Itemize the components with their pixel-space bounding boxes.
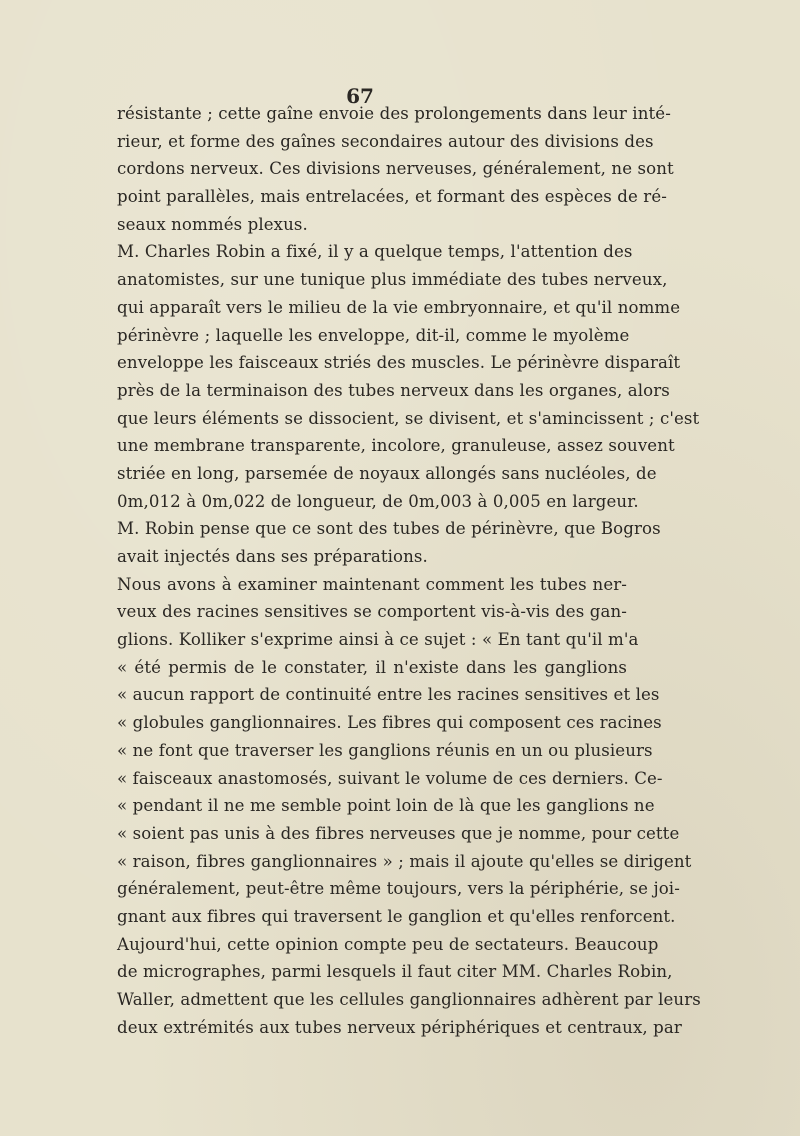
text-line: périnèvre ; laquelle les enveloppe, dit-il, comme le myolème: [117, 325, 630, 345]
text-line: généralement, peut-être même toujours, vers la périphérie, se joi-: [117, 879, 680, 899]
text-line: gnant aux fibres qui traversent le ganglion et qu'elles renforcent.: [117, 906, 676, 926]
text-line: « soient pas unis à des fibres nerveuses que je nomme, pour cette: [117, 823, 680, 843]
text-line: deux extrémités aux tubes nerveux périphériques et centraux, par: [117, 1017, 682, 1037]
text-line: glions. Kolliker s'exprime ainsi à ce sujet : « En tant qu'il m'a: [117, 630, 639, 650]
text-line: 0m,012 à 0m,022 de longueur, de 0m,003 à 0,005 en largeur.: [117, 491, 639, 511]
text-line: « ne font que traverser les ganglions réunis en un ou plusieurs: [117, 740, 653, 760]
text-line: point parallèles, mais entrelacées, et formant des espèces de ré-: [117, 187, 667, 207]
text-line: cordons nerveux. Ces divisions nerveuses, généralement, ne sont: [117, 159, 674, 179]
text-line: « pendant il ne me semble point loin de là que les ganglions ne: [117, 796, 655, 816]
body-text: [117, 100, 701, 1041]
page-number: 67: [346, 84, 374, 108]
text-line: M. Charles Robin a fixé, il y a quelque temps, l'attention des: [117, 242, 633, 262]
text-line: Nous avons à examiner maintenant comment les tubes ner-: [117, 574, 627, 594]
text-line: « raison, fibres ganglionnaires » ; mais il ajoute qu'elles se dirigent: [117, 851, 692, 871]
text-line: de micrographes, parmi lesquels il faut citer MM. Charles Robin,: [117, 962, 673, 982]
text-line: Aujourd'hui, cette opinion compte peu de sectateurs. Beaucoup: [117, 934, 659, 954]
text-line: M. Robin pense que ce sont des tubes de périnèvre, que Bogros: [117, 519, 661, 539]
text-line: près de la terminaison des tubes nerveux dans les organes, alors: [117, 380, 670, 400]
text-line: « globules ganglionnaires. Les fibres qui composent ces racines: [117, 713, 662, 733]
text-line: veux des racines sensitives se comportent vis-à-vis des gan-: [117, 602, 627, 622]
text-line: striée en long, parsemée de noyaux allongés sans nucléoles, de: [117, 463, 657, 483]
text-line: rieur, et forme des gaînes secondaires autour des divisions des: [117, 131, 654, 151]
text-line: une membrane transparente, incolore, granuleuse, assez souvent: [117, 436, 675, 456]
text-line: anatomistes, sur une tunique plus immédiate des tubes nerveux,: [117, 270, 668, 290]
text-line: résistante ; cette gaîne envoie des prolongements dans leur inté-: [117, 104, 671, 123]
text-line: « aucun rapport de continuité entre les racines sensitives et les: [117, 685, 660, 705]
text-line: seaux nommés plexus.: [117, 214, 308, 234]
text-line: qui apparaît vers le milieu de la vie embryonnaire, et qu'il nomme: [117, 297, 681, 317]
text-line: enveloppe les faisceaux striés des muscles. Le périnèvre disparaît: [117, 353, 681, 373]
text-line: Waller, admettent que les cellules ganglionnaires adhèrent par leurs: [117, 990, 701, 1009]
text-line: « faisceaux anastomosés, suivant le volume de ces derniers. Ce-: [117, 768, 663, 788]
text-line: « été permis de le constater, il n'existe dans les ganglions: [117, 657, 627, 677]
text-line: que leurs éléments se dissocient, se divisent, et s'amincissent ; c'est: [117, 408, 700, 428]
text-line: avait injectés dans ses préparations.: [117, 547, 428, 566]
